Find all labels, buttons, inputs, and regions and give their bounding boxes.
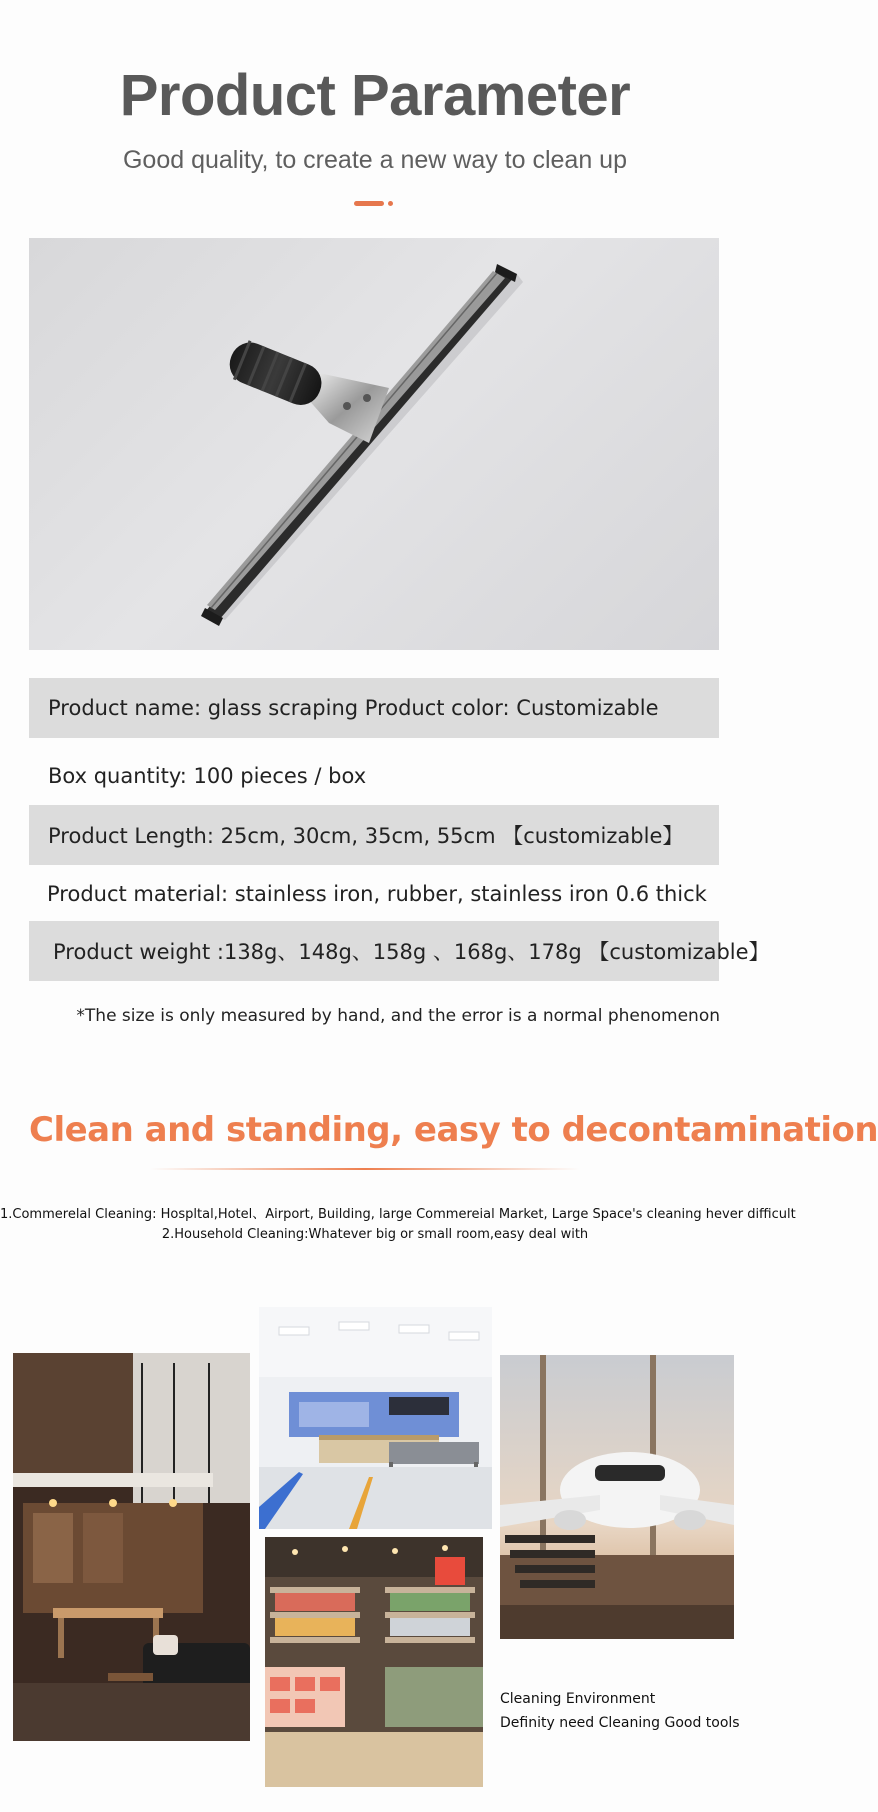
gallery-caption-line-2: Definity need Cleaning Good tools xyxy=(500,1715,740,1731)
usage-line-2: 2.Household Cleaning:Whatever big or small room,easy deal with xyxy=(161,1227,589,1242)
interior-room-photo xyxy=(13,1353,250,1741)
page-title: Product Parameter xyxy=(119,63,631,128)
param-material: Product material: stainless iron, rubber, stainless iron 0.6 thick xyxy=(47,882,707,906)
accent-divider xyxy=(354,201,384,206)
supermarket-photo xyxy=(265,1537,483,1787)
hospital-lobby-photo xyxy=(259,1307,492,1529)
airport-plane-photo xyxy=(500,1355,734,1639)
section-title: Clean and standing, easy to decontamination xyxy=(29,1110,878,1150)
param-weight: Product weight :138g、148g、158g 、168g、178g 【customizable】 xyxy=(29,921,719,981)
usage-line-1: 1.Commerelal Cleaning: Hospltal,Hotel、Airport, Building, large Commereial Market, Large Space's cleaning hever difficult xyxy=(0,1207,796,1222)
param-box-quantity: Box quantity: 100 pieces / box xyxy=(48,764,367,788)
page-subtitle: Good quality, to create a new way to clean up xyxy=(122,146,627,174)
param-name-color: Product name: glass scraping Product color: Customizable xyxy=(29,678,719,738)
param-length: Product Length: 25cm, 30cm, 35cm, 55cm 【customizable】 xyxy=(29,805,719,865)
squeegee-image xyxy=(29,238,719,650)
accent-dot xyxy=(388,201,393,206)
product-image xyxy=(29,238,719,650)
gallery-caption-line-1: Cleaning Environment xyxy=(500,1691,656,1707)
size-note: *The size is only measured by hand, and the error is a normal phenomenon xyxy=(76,1006,720,1026)
section-underline xyxy=(150,1168,580,1170)
